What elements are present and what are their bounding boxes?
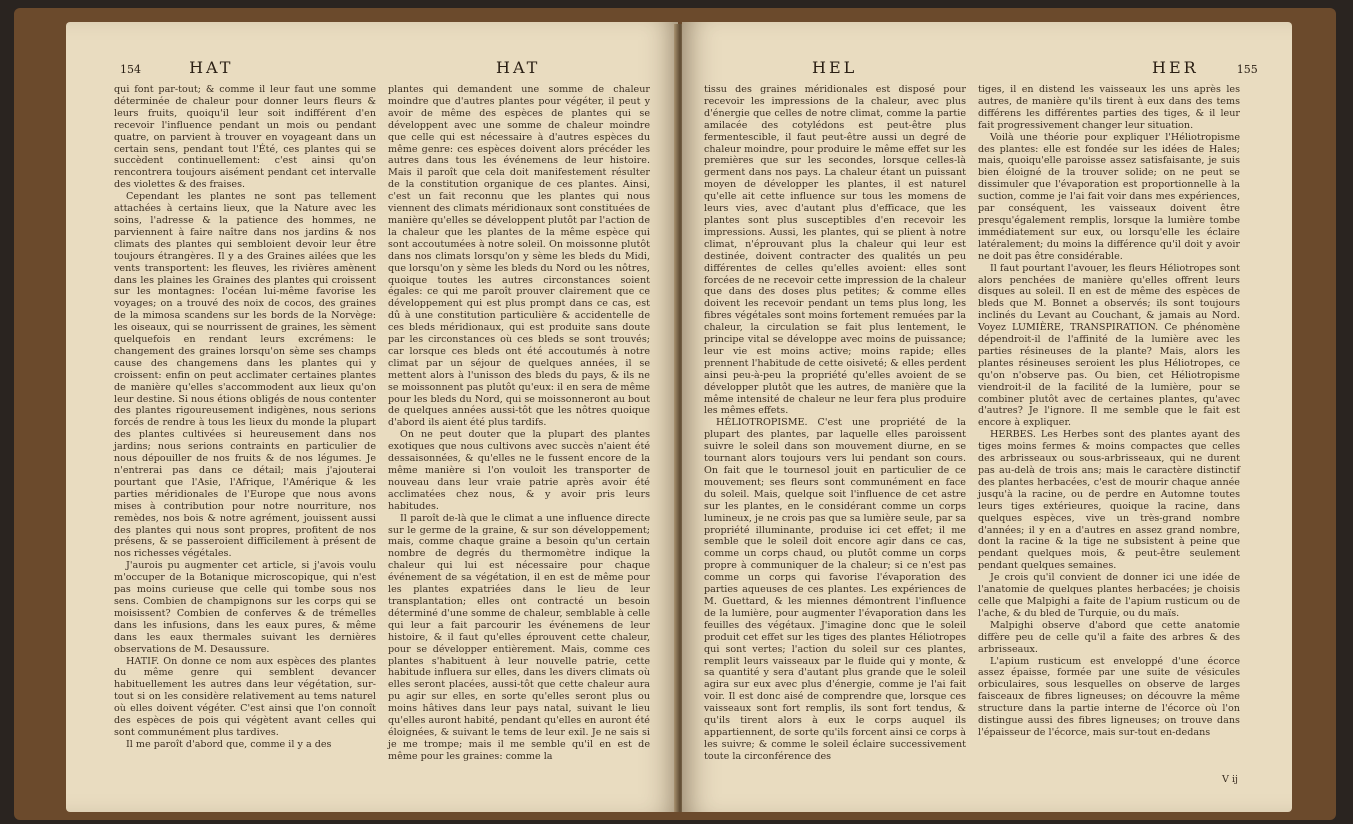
- page-number: 155: [1236, 63, 1258, 76]
- paragraph: Je crois qu'il convient de donner ici une idée de l'anatomie de quelques plantes herbacées; je choisis celle que Malpighi a faite de l'apium rusticum ou de l'ache, & du bled de Turquie, ou du maïs.: [978, 572, 1240, 619]
- left-page-header: [120, 58, 233, 77]
- paragraph: Il paroît de-là que le climat a une influence directe sur le germe de la graine, & sur son développement; mais, comme chaque graine a besoin qu'un certain nombre de degrés du thermomètre indique la chaleur qui lui est nécessaire pour chaque événement de sa végétation, il en est de même pour les plantes expatriées dans le lieu de leur transplantation; elles ont contracté un besoin déterminé d'une somme de chaleur, semblable à celle qui leur a fait parcourir les événemens de leur histoire, & il faut qu'elles éprouvent cette chaleur, pour se développer entièrement. Mais, comme ces plantes s'habituent à leur nouvelle patrie, cette habitude influera sur elles, dans les divers climats où elles seront placées, aussi-tôt que cette chaleur aura pu agir sur elles, en sorte qu'elles seront plus ou moins hâtives dans leur pays natal, suivant le lieu qu'elles auront habité, pendant qu'elles en auront été éloignées, & suivant le tems de leur exil. Je ne sais si je me trompe; mais il me semble qu'il en est de même pour les graines: comme la: [388, 512, 650, 762]
- text-column: [978, 84, 1240, 744]
- paragraph: Il faut pourtant l'avouer, les fleurs Héliotropes sont alors penchées de manière qu'elles offrent leurs disques au soleil. Il en est de même des espèces de bleds que M. Bonnet a observés; ils sont toujours inclinés du Levant au Couchant, & jamais au Nord. Voyez LUMIÈRE, TRANSPIRATION. Ce phénomène dépendroit-il de l'affinité de la lumière avec les parties résineuses de la plante? Mais, alors les plantes résineuses seroient les plus Héliotropes, ce qu'on n'observe pas. Ou bien, cet Héliotropisme viendroit-il de la facilité de la lumière, pour se combiner plutôt avec de certaines plantes, qu'avec d'autres? Je l'ignore. Il me semble que le fait est encore à expliquer.: [978, 262, 1240, 429]
- paragraph: On ne peut douter que la plupart des plantes exotiques que nous cultivons avec succès n'aient été dessaisonnées, & qu'elles ne le fussent encore de la même manière si l'on vouloit les transporter de nouveau dans leur vraie patrie après avoir été acclimatées chez nous, & y avoir pris leurs habitudes.: [388, 429, 650, 512]
- paragraph: Malpighi observe d'abord que cette anatomie diffère peu de celle qu'il a faite des arbres & des arbrisseaux.: [978, 619, 1240, 655]
- running-head: HEL: [812, 58, 858, 77]
- paragraph: HÉLIOTROPISME. C'est une propriété de la plupart des plantes, par laquelle elles paroissent suivre le soleil dans son mouvement diurne, en se tournant alors toujours vers lui pendant son cours. On fait que le tournesol jouit en particulier de ce mouvement; ses fleurs sont communément en face du soleil. Mais, quelque soit l'influence de cet astre sur les plantes, en le considérant comme un corps lumineux, je ne crois pas que sa lumière seule, par sa propriété illuminante, produise ici cet effet; il me semble que le soleil doit encore agir dans ce cas, comme un corps chaud, ou plutôt comme un corps propre à communiquer de la chaleur; si ce n'est pas comme un corps qui favorise l'évaporation des parties aqueuses de ces plantes. Les expériences de M. Guettard, & les miennes démontrent l'influence de la lumière, pour augmenter l'évaporation dans les feuilles des végétaux. J'imagine donc que le soleil produit cet effet sur les tiges des plantes Héliotropes qui sont vertes; l'action du soleil sur ces plantes, remplit leurs vaisseaux par le fluide qui y monte, & sa quantité y sera d'autant plus grande que le soleil agira sur eux avec plus d'énergie, comme je l'ai fait voir. Il est donc aisé de comprendre que, lorsque ces vaisseaux sont fort remplis, ils sont fort tendus, & qu'ils tirent alors à eux le corps auquel ils appartiennent, de sorte qu'ils forcent ainsi ce corps à les suivre; & comme le soleil éclaire successivement toute la circonférence des: [704, 417, 966, 762]
- right-page: [682, 22, 1292, 812]
- paragraph: Cependant les plantes ne sont pas tellement attachées à certains lieux, que la Nature avec les soins, l'adresse & la patience des hommes, ne parviennent à faire naître dans nos jardins & nos climats des plantes qui sembloient devoir leur être toujours étrangères. Il y a des Graines ailées que les vents transportent: les fleuves, les rivières amènent dans les plaines les Graines des plantes qui croissent sur les montagnes: l'océan lui-même favorise les voyages; on a trouvé des noix de cocos, des graines de la mimosa scandens sur les bords de la Norvège: les oiseaux, qui se nourrissent de graines, les sèment quelquefois en rendant leurs excrémens: le changement des graines lorsqu'on sème ses champs cause des changemens dans les plantes qui y croissent: enfin on peut acclimater certaines plantes de manière qu'elles s'accommodent aux lieux qu'on leur destine. Si nous étions obligés de nous contenter des plantes rigoureusement indigènes, nous serions forcés de rendre à tous les lieux du monde la plupart des plantes cultivées si heureusement dans nos jardins; nous serions contraints en particulier de nous dépouiller de nos fruits & de nos légumes. Je n'entrerai pas dans ce détail; mais j'ajouterai pourtant que l'Asie, l'Afrique, l'Amérique & les parties méridionales de l'Europe que nous avons mises à contribution pour notre nourriture, nos remèdes, nos bois & notre agrément, jouissent aussi des plantes qui nous sont propres, profitent de nos présens, & se passeroient difficilement à présent de nos richesses végétales.: [114, 191, 376, 560]
- paragraph: HERBES. Les Herbes sont des plantes ayant des tiges moins fermes & moins compactes que celles des arbrisseaux ou sous-arbrisseaux, qui ne durent pas au-delà de trois ans; mais le caractère distinctif des plantes herbacées, c'est de mourir chaque année jusqu'à la racine, ou de perdre en Automne toutes leurs tiges extérieures, quoique la racine, dans quelques espèces, vive un très-grand nombre d'années; il y en a d'autres en assez grand nombre, dont la racine & la tige ne subsistent à peine que pendant quelques mois, & peut-être seulement pendant quelques semaines.: [978, 429, 1240, 572]
- text-column: [704, 84, 966, 762]
- paragraph: tissu des graines méridionales est disposé pour recevoir les impressions de la chaleur, avec plus d'énergie que celles de notre climat, comme la partie amilacée des cotylédons est peut-être plus fermentescible, il faut peut-être aussi un degré de chaleur moindre, pour produire le même effet sur les premières que sur les secondes, lorsque celles-là germent dans nos pays. La chaleur étant un puissant moyen de développer les plantes, il est naturel qu'elle ait cette influence sur tous les momens de leurs vies, avec d'autant plus d'efficace, que les plantes sont plus susceptibles d'en recevoir les impressions. Aussi, les plantes, qui se plient à notre climat, n'éprouvant plus la chaleur qui leur est destinée, doivent contracter des qualités un peu différentes de celles qu'elles avoient: elles sont forcées de ne recevoir cette impression de la chaleur que dans des doses plus petites; & comme elles doivent les recevoir pendant un tems plus long, les fibres végétales sont moins fortement remuées par la chaleur, la circulation se fait plus lentement, le principe vital se développe avec moins de puissance; leur vie est moins active; moins rapide; elles prennent l'habitude de cette oisiveté; & elles perdent ainsi peu-à-peu la propriété qu'elles avoient de se développer plutôt que les autres, de manière que la même intensité de chaleur ne leur fera plus produire les mêmes effets.: [704, 84, 966, 417]
- running-head: HAT: [189, 58, 234, 77]
- page-number: 154: [120, 63, 141, 76]
- running-head: HAT: [496, 58, 541, 77]
- text-column: [388, 84, 650, 762]
- book-spread: [14, 8, 1336, 820]
- paragraph: tiges, il en distend les vaisseaux les uns après les autres, de manière qu'ils tirent à eux dans des tems différens les différentes parties des tiges, & il leur fait progressivement changer leur situation.: [978, 84, 1240, 131]
- signature-mark: V ij: [1222, 774, 1239, 785]
- paragraph: L'apium rusticum est enveloppé d'une écorce assez épaisse, formée par une suite de vésicules orbiculaires, sous lesquelles on observe de larges faisceaux de fibres ligneuses; on découvre la même structure dans la partie interne de l'écorce où l'on distingue aussi des fibres ligneuses; on trouve dans l'épaisseur de l'écorce, mais sur-tout en-dedans: [978, 655, 1240, 738]
- paragraph: HATIF. On donne ce nom aux espèces des plantes du même genre qui semblent devancer habituellement les autres dans leur végétation, sur-tout si on les considère relativement au tems naturel où elles doivent végéter. C'est ainsi que l'on connoît des espèces de pois qui végètent avant celles qui sont communément plus tardives.: [114, 655, 376, 738]
- text-column: [114, 84, 376, 750]
- paragraph: qui font par-tout; & comme il leur faut une somme déterminée de chaleur pour donner leurs fleurs & leurs fruits, quoiqu'il leur soit indifférent d'en recevoir l'influence pendant un mois ou pendant quatre, on parvient à trouver en voyageant dans un certain sens, pendant tout l'Été, ces plantes qui se succèdent continuellement: c'est ainsi qu'on rencontrera toujours aisément pendant cet intervalle des violettes & des fraises.: [114, 84, 376, 191]
- paragraph: J'aurois pu augmenter cet article, si j'avois voulu m'occuper de la Botanique microscopique, qui n'est pas moins curieuse que celle qui tombe sous nos sens. Combien de champignons sur les corps qui se moisissent? Combien de conferves & de trémelles dans les infusions, dans les eaux pures, & même dans les eaux thermales suivant les dernières observations de M. Desaussure.: [114, 560, 376, 655]
- left-page: [66, 22, 678, 812]
- running-head: HER: [1152, 58, 1199, 77]
- right-page-header: [1152, 58, 1258, 77]
- paragraph: Voilà une théorie pour expliquer l'Héliotropisme des plantes: elle est fondée sur les idées de Hales; mais, quoiqu'elle paroisse assez satisfaisante, je suis bien éloigné de la trouver solide; on ne peut se dissimuler que l'évaporation est proportionnelle à la suction, comme je l'ai fait voir dans mes expériences, par conséquent, les vaisseaux doivent être presqu'également remplis, lorsque la lumière tombe immédiatement sur eux, ou lorsqu'elle les éclaire latéralement; du moins la différence qu'il doit y avoir ne doit pas être considérable.: [978, 131, 1240, 262]
- paragraph: Il me paroît d'abord que, comme il y a des: [126, 738, 332, 750]
- paragraph: plantes qui demandent une somme de chaleur moindre que d'autres plantes pour végéter, il peut y avoir de même des espèces de plantes qui se développent avec une somme de chaleur moindre que celle qui est nécessaire à d'autres espèces du même genre: ces espèces doivent alors précéder les autres dans tous les événemens de leur histoire. Mais il paroît que cela doit manifestement résulter de la constitution organique de ces plantes. Ainsi, c'est un fait reconnu que les plantes qui nous viennent des climats méridionaux sont constituées de manière qu'elles se développent plutôt par l'action de la chaleur que les plantes de la même espèce qui sont accoutumées à notre soleil. On moissonne plutôt dans nos climats lorsqu'on y sème les bleds du Midi, que lorsqu'on y sème les bleds du Nord ou les nôtres, quoique toutes les autres circonstances soient égales: ce qui me paroît prouver clairement que ce développement qui est plus prompt dans ce cas, est dû à une constitution particulière & accidentelle de ces bleds méridionaux, qui est produite sans doute par les circonstances où ces bleds se sont trouvés; car lorsque ces bleds ont été accoutumés à notre climat par un séjour de quelques années, il se mettent alors à l'unisson des bleds du pays, & ils ne se moissonnent pas plutôt qu'eux: il en sera de même pour les bleds du Nord, qui se moissonneront au bout de quelques années aussi-tôt que les nôtres quoique d'abord ils aient été plus tardifs.: [388, 84, 650, 429]
